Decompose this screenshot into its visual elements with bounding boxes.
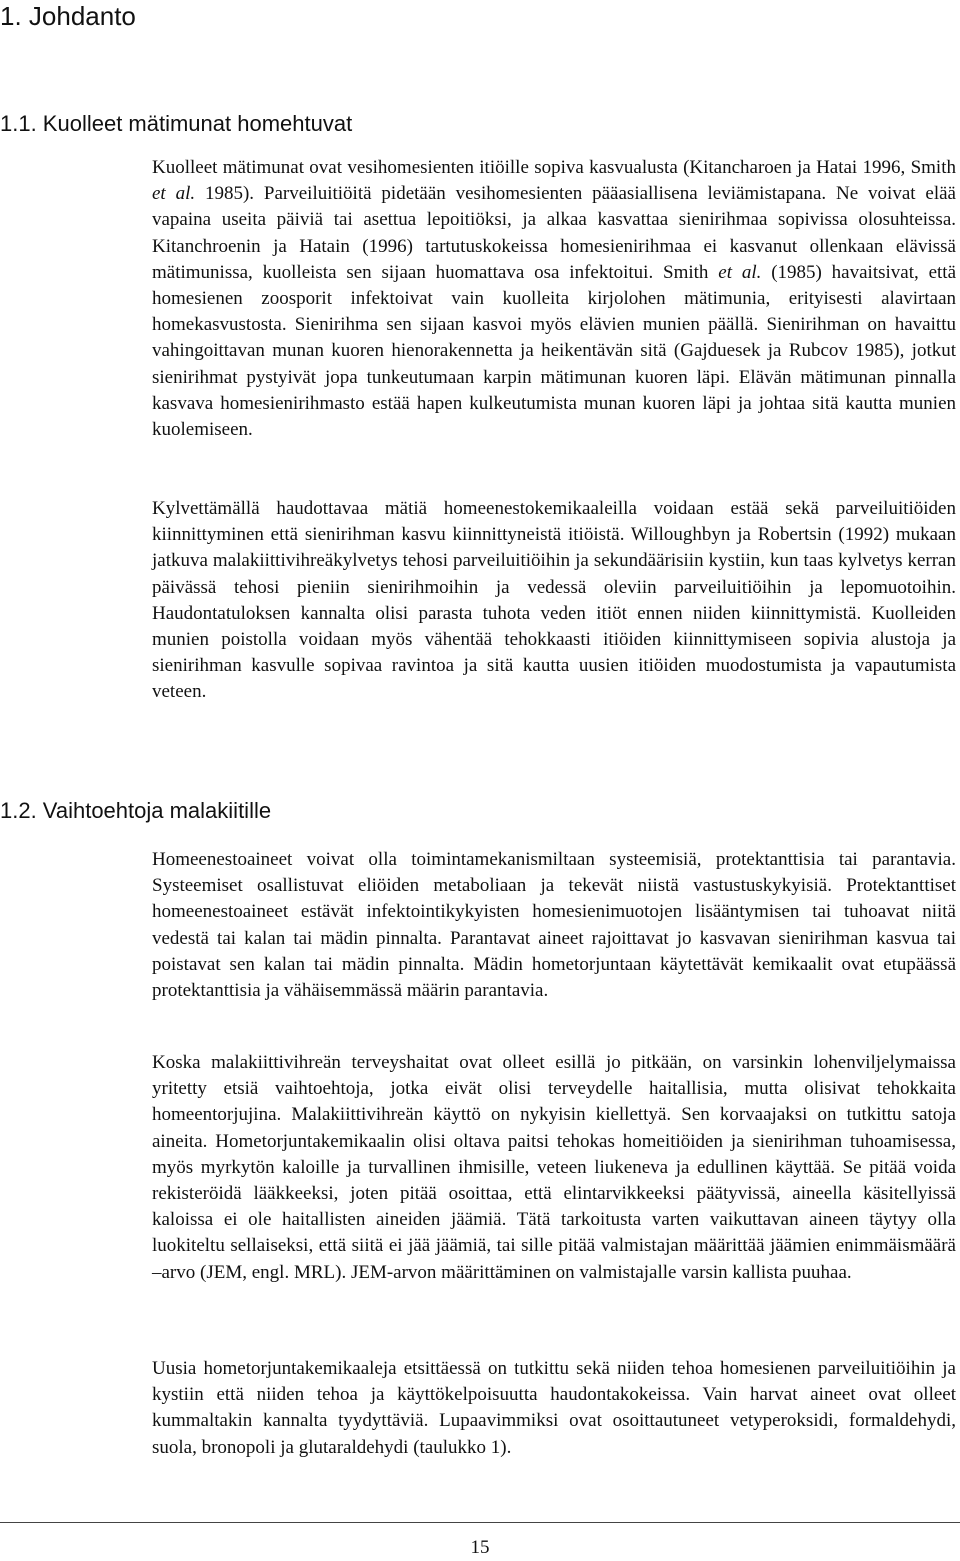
- section-heading-1-2: 1.2. Vaihtoehtoja malakiitille: [0, 798, 272, 823]
- text-run: (1985) havaitsivat, että homesienen zoosporit infektoivat vain kuolleita kirjolohen mätimunia, erityisesti alavirtaan homekasvustosta. Sienirihma sen sijaan kasvoi myös elävien munien päällä. Sienirihman on havaittu vahingoittavan munan kuoren hienorakennetta ja heikentävän sitä (Gajduesek ja Rubcov 1985), jotkut sienirihmat pystyivät jopa tunkeutumaan karpin mätimunan kuoren läpi. Elävän mätimunan pinnalla kasvava homesienirihmasto estää hapen kulkeutumista munan kuoren läpi ja johtaa sitä kautta munien kuolemiseen.: [152, 261, 957, 441]
- text-run: Kuolleet mätimunat ovat vesihomesienten itiöille sopiva kasvualusta (Kitancharoen ja Hatai 1996, Smith: [152, 157, 956, 178]
- page-number: 15: [470, 1537, 490, 1558]
- chapter-heading: 1. Johdanto: [0, 1, 136, 31]
- section-2-paragraph-2: Koska malakiittivihreän terveyshaitat ovat olleet esillä jo pitkään, on varsinkin lohenviljelymaissa yritetty etsiä vaihtoehtoja, jotka eivät olisi terveydelle haitallisia, mutta olisivat tehokkaita homeentorjujina. Malakiittivihreän käyttö on nykyisin kiellettyä. Sen korvaajaksi on tutkittu satoja aineita. Hometorjuntakemikaalin olisi oltava paitsi tehokas homeitiöiden ja sienirihman tuhoamisessa, myös myrkytön kaloille ja turvallinen ihmisille, veteen liukeneva ja edullinen käyttää. Se pitää voida rekisteröidä lääkkeeksi, joten pitää osoittaa, että elintarvikkeeksi päätyvissä, aineella käsitellyissä kaloissa ei ole haitallisten aineiden jäämiä. Tätä tarkoitusta varten vaikuttavan aineen täytyy olla luokiteltu sellaiseksi, että siitä ei jää jäämiä, tai sille pitää valmistajan määrittää jäämien enimmäismäärä –arvo (JEM, engl. MRL). JEM-arvon määrittäminen on valmistajalle varsin kallista puuhaa.: [152, 1052, 956, 1283]
- section-2-paragraph-1: Homeenestoaineet voivat olla toimintamekanismiltaan systeemisiä, protektanttisia tai parantavia. Systeemiset osallistuvat eliöiden metaboliaan ja tekevät niistä vastustuskykyisiä. Protektanttiset homeenestoaineet estävät infektointikykyisten homesienimuotojen lisääntymisen tai tuhoavat niitä vedestä tai kalan tai mädin pinnalta. Parantavat aineet rajoittavat jo kasvavan sienirihman kasvua tai poistavat sen kalan tai mädin pinnalta. Mädin hometorjuntaan käytettävät kemikaalit ovat etupäässä protektanttisia ja vähäisemmässä määrin parantavia.: [152, 849, 956, 1002]
- section-1-paragraph-2: Kylvettämällä haudottavaa mätiä homeenestokemikaaleilla voidaan estää sekä parveiluitiöiden kiinnittyminen että sienirihman kasvu kiinnittyneistä itiöistä. Willoughbyn ja Robertsin (1992) mukaan jatkuva malakiittivihreäkylvetys tehosi parveiluitiöihin ja sekundäärisiin kystiin, kun taas kylvetys kerran päivässä tehosi pieniin sienirihmoihin ja vedessä oleviin parveiluitiöihin ja lepomuotoihin. Haudontatuloksen kannalta olisi parasta tuhota veden itiöt ennen niiden kiinnittymistä. Kuolleiden munien poistolla voidaan myös vähentää tehokkaasti itiöiden kiinnittymiseen sopivia alustoja ja sienirihman kasvulle sopivaa ravintoa ja sitä kautta uusien itiöiden muodostumista ja vapautumista veteen.: [152, 498, 956, 703]
- footer-divider: [0, 1522, 960, 1523]
- italic-citation: et al.: [718, 261, 762, 283]
- italic-citation: et al.: [152, 183, 196, 205]
- section-2-paragraph-3: Uusia hometorjuntakemikaaleja etsittäessä on tutkittu sekä niiden tehoa homesienen parveiluitiöihin ja kystiin että niiden tehoa ja käyttökelpoisuutta haudontakokeissa. Vain harvat aineet ovat olleet kummaltakin kannalta tyydyttäviä. Lupaavimmiksi ovat osoittautuneet vetyperoksidi, formaldehydi, suola, bronopoli ja glutaraldehydi (taulukko 1).: [152, 1358, 956, 1458]
- section-1-paragraph-1: [152, 155, 956, 443]
- text-run: 1985). Parveiluitiöitä pidetään vesihomesienten pääasiallisena leviämistapana. Ne voivat elää vapaina useita päiviä tai asettua lepoitiöksi, ja alkaa kasvattaa sienirihmaa sopivissa olosuhteissa. Kitanchroenin ja Hatain (1996) tartutuskokeissa homesienirihmaa ei kasvanut ollenkaan elävissä mätimunissa, kuolleista sen sijaan huomattava osa infektoitui. Smith: [152, 183, 956, 283]
- section-heading-1-1: 1.1. Kuolleet mätimunat homehtuvat: [0, 111, 353, 136]
